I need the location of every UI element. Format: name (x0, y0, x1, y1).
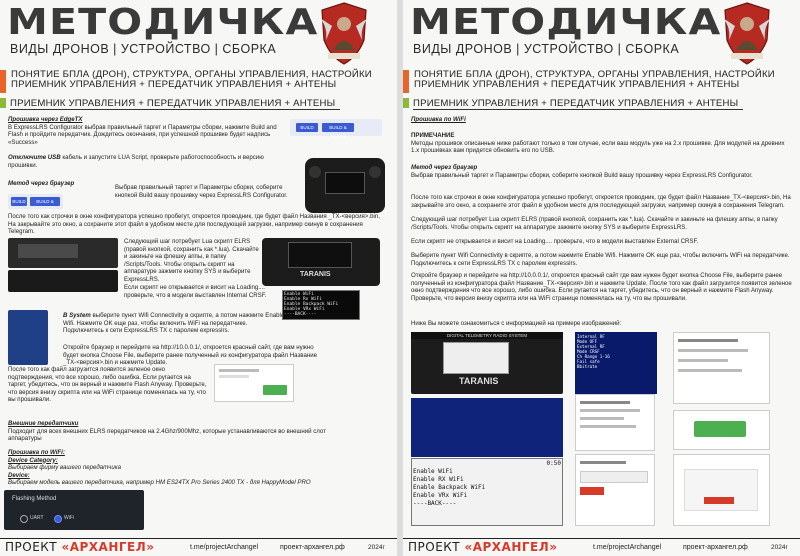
text-block (8, 154, 288, 169)
paragraph-heading: Внешние передатчики (8, 420, 79, 427)
placeholder-line (219, 375, 249, 378)
text-block (8, 420, 348, 443)
flash-anyway-button (704, 497, 734, 504)
file-input (580, 471, 648, 483)
lcd-line: ----BACK---- (413, 500, 457, 507)
dialog-box (684, 469, 758, 511)
flashing-method-title: Flashing Method (12, 496, 57, 502)
text-block (411, 132, 791, 155)
paragraph: После того как файл загрузится появится зеленое окно подтверждения, что все хорошо, либо ошибка. Если ругается на таргет, убедитесь, что он верный и нажмите Flash Anyway. Проверьте, что версия внизу скрипта или на WiFi странице поменялась на ту, что вы прошивали. (8, 366, 207, 404)
text-block (8, 180, 98, 188)
footer-brand (5, 540, 154, 554)
topic-line: ПОНЯТИЕ БПЛА (ДРОН), СТРУКТУРА, ОРГАНЫ УПРАВЛЕНИЯ, НАСТРОЙКИ (414, 69, 775, 80)
field-value: Выбираем модель вашего передатчика, например HM ES24TX Pro Series 2400 TX - для HappyModel PRO (8, 479, 311, 487)
placeholder-line (678, 369, 742, 372)
taranis-radio-photo (411, 332, 563, 394)
page-title: МЕТОДИЧКА (410, 2, 722, 43)
paragraph: Ниже Вы можете ознакомиться с информацией на примере изображений: (411, 320, 622, 327)
text-block (411, 116, 791, 124)
paragraph: Откройте браузер и перейдите на http://10.0.0.1/, откроется красный сайт где вам нужен будет кнопка Choose File, выберите ранее полученный из конфигуратора файл Название_TX-<версия>.bin и нажмите Update. После того как файл загрузится появится зеленое окно подтверждения что все хорошо, либо ошибка. Если ругается на таргет, убедитесь, что он верный и нажмите Flash Anyway. Проверьте, что версия внизу скрипта или на WiFi странице поменялась на ту, что вы прошивали. (411, 272, 792, 302)
brand-name: «АРХАНГЕЛ» (61, 540, 155, 554)
footer-divider (0, 538, 397, 539)
topic-line: ПОНЯТИЕ БПЛА (ДРОН), СТРУКТУРА, ОРГАНЫ УПРАВЛЕНИЯ, НАСТРОЙКИ (11, 69, 372, 80)
page-subtitle: ВИДЫ ДРОНОВ | УСТРОЙСТВО | СБОРКА (413, 42, 680, 56)
paragraph: После того как строчки в окне конфигуратора успешно пробегут, откроется проводник, где будет файл Названия _TX-<версия>.bin, На закрывайте это окно, а сохраните этот файл в удобном месте для последующей загрузки, например скинув в сохранения Telegram. (8, 213, 380, 236)
field-label: Device Category: (8, 456, 58, 464)
success-dialog-screenshot (673, 410, 770, 450)
update-page-screenshot (575, 454, 655, 526)
footer-brand (408, 540, 557, 554)
website-link[interactable]: проект-архангел.рф (683, 544, 748, 551)
archangel-emblem-logo (318, 0, 370, 66)
brand-name: «АРХАНГЕЛ» (464, 540, 558, 554)
topics-list (11, 70, 372, 90)
brand-prefix: ПРОЕКТ (408, 540, 461, 554)
placeholder-line (678, 349, 748, 352)
menu-line: Fail safe (577, 359, 600, 364)
topic-line: ПРИЕМНИК УПРАВЛЕНИЯ + ПЕРЕДАТЧИК УПРАВЛЕНИЯ + АНТЕНЫ (414, 79, 740, 90)
flashing-method-panel (4, 490, 144, 530)
page-header (403, 0, 800, 62)
lcd-line: Enable RX WiFi (413, 476, 464, 483)
page-left (0, 0, 397, 556)
radio-controller-photo (305, 158, 385, 213)
paragraph: Подходит для всех внешних ELRS передатчиков на 2.4Ghz/900Mhz, которые устанавливаются во внешний слот аппаратуры (8, 427, 326, 443)
section-heading: ПРИЕМНИК УПРАВЛЕНИЯ + ПЕРЕДАТЧИК УПРАВЛЕНИЯ + АНТЕНЫ (10, 98, 340, 110)
section-accent-bar (0, 98, 6, 108)
lcd-line: Enable VRx WiFi (413, 492, 468, 499)
taranis-label: TARANIS (300, 271, 331, 278)
lcd-line: Enable Backpack WiFi (284, 302, 339, 307)
archangel-emblem-logo (721, 0, 773, 66)
configurator-buttons-screenshot (8, 194, 63, 213)
lcd-line: Enable Backpack WiFi (413, 484, 486, 491)
section-heading: ПРИЕМНИК УПРАВЛЕНИЯ + ПЕРЕДАТЧИК УПРАВЛЕНИЯ + АНТЕНЫ (413, 98, 743, 110)
placeholder-line (580, 425, 636, 428)
paragraph-heading: Прошивка по WiFi (411, 116, 466, 123)
website-link[interactable]: проект-архангел.рф (280, 544, 345, 551)
field-value: Выбираем фирму вашего передатчика (8, 464, 121, 472)
lcd-line: Enable Rx WiFi (284, 297, 322, 302)
paragraph: Методы прошивок описанные ниже работают только в том случае, если ваш модуль уже на 2.x прошивке. Для модулей на древних 1.x прошивках вам придется обновить его по USB. (411, 139, 785, 155)
paragraph: Выберите пункт Wifi Connectivity в скрипте, а потом нажмите Enable Wifi. Нажмите OK еще раз, чтобы включить WiFi на передатчике. Подключитесь к сети ExpressLRS TX с паролем expresslrs. (411, 252, 790, 267)
paragraph: Выбрав правильный таргет и Параметры сборки, соберите кнопкой Build вашу прошивку через ExpressLRS Configurator. (115, 184, 288, 199)
model-setup-screenshot (575, 332, 657, 394)
placeholder-line (580, 401, 630, 404)
paragraph-heading: Метод через браузер (411, 164, 478, 171)
lcd-wifi-menu (282, 290, 360, 320)
menu-line: Internal RF (577, 334, 605, 339)
configurator-buttons-screenshot (290, 119, 382, 139)
build-flash-button: BUILD & FLASH (30, 197, 60, 206)
update-button (580, 487, 604, 495)
footer-divider (403, 538, 800, 539)
success-badge (263, 385, 287, 395)
paragraph-heading: ПРИМЕЧАНИЕ (411, 132, 455, 139)
taranis-radio-photo (262, 238, 380, 286)
lua-script-screenshot (411, 398, 563, 457)
section-accent-bar (403, 98, 409, 108)
menu-line: Mode CRSF (577, 349, 600, 354)
text-block (8, 449, 368, 487)
radio-wifi[interactable] (54, 515, 62, 523)
paragraph: Если скрипт не открывается и висит на Loading.... проверьте, что в модели выставлен Internal CRSF. (124, 284, 267, 299)
build-flash-button: BUILD & FLASH (322, 123, 354, 132)
telegram-link[interactable]: t.me/projectArchangel (593, 544, 662, 551)
radio-brand-strip: DIGITAL TELEMETRY RADIO SYSTEM (411, 332, 563, 339)
topics-accent-bar (403, 70, 409, 93)
telegram-link[interactable]: t.me/projectArchangel (190, 544, 259, 551)
brand-prefix: ПРОЕКТ (5, 540, 58, 554)
lcd-line: Enable VRx WiFi (284, 307, 325, 312)
page-title: МЕТОДИЧКА (7, 2, 319, 43)
topic-line: ПРИЕМНИК УПРАВЛЕНИЯ + ПЕРЕДАТЧИК УПРАВЛЕНИЯ + АНТЕНЫ (11, 79, 337, 90)
text-block (411, 164, 791, 179)
wifi-network-list-screenshot (673, 332, 770, 404)
paragraph-heading: Прошивка по WiFi: (8, 449, 65, 456)
menu-line: External RF (577, 344, 605, 349)
paragraph-heading: Прошивка через EdgeTX (8, 116, 83, 123)
footer-year: 2024г (771, 544, 788, 551)
placeholder-line (580, 409, 640, 412)
paragraph: кабель и запустите LUA Script, проверьте работоспособность и версию прошивки. (8, 154, 264, 169)
paragraph: Если скрипт не открывается и висит на Loading.... проверьте, что в модели выставлен External CRSF. (411, 238, 699, 245)
lcd-line: Enable WiFi (413, 468, 453, 475)
paragraph: выберите пункт Wifi Connectivity в скрипте, а потом нажмите Enable Wifi. Нажмите OK еще раз, чтобы включить WiFi на передатчике. Подключитесь к сети ExpressLRS TX с паролем expresslrs. (63, 312, 285, 335)
radio-wifi-label: WiFi (64, 515, 74, 521)
field-label: Device: (8, 471, 30, 479)
placeholder-line (678, 339, 738, 342)
radio-screen (325, 172, 365, 194)
gimbal-stick (369, 166, 381, 178)
paragraph: После того как строчки в окне конфигуратора успешно пробегут, откроется проводник, где будет файл Название_TX-<версия>.bin, На закрывайте это окно, а сохраните этот файл в удобном месте для последующей загрузки, например скинув в сохранения Telegram. (411, 194, 791, 209)
paragraph: Выбрав правильный таргет и Параметры сборки, соберите кнопкой Build вашу прошивку через ExpressLRS Configurator. (411, 171, 753, 179)
wifi-settings-screenshot (575, 394, 655, 451)
placeholder-line (580, 417, 624, 420)
update-page-screenshot (214, 364, 294, 402)
radio-screen (443, 342, 509, 374)
menu-line: Mode OFF (577, 339, 598, 344)
script-screenshot (8, 310, 48, 365)
radio-panel (18, 244, 78, 258)
paragraph: Следующий шаг потребует Lua скрипт ELRS (правой кнопкой, сохранить как *.lua). Скачайте и закиньте на флешку аппы, в папку /Scripts/Tools. Чтобы открыть скрипт на аппаратуре зажмите кнопку SYS и выберите ExpressLRS. (411, 216, 778, 231)
radio-controller-photo (8, 270, 118, 292)
taranis-label: TARANIS (459, 376, 499, 386)
radio-uart-label: UART (30, 515, 44, 521)
paragraph: В ExpressLRS Configurator выбрав правильный таргет и Параметры сборки, нажмите Build and Flash и пройдите передатчик. Дождитесь окончания, при успешной прошивке будет надпись «Success» (8, 123, 277, 146)
placeholder-line (219, 369, 259, 372)
lcd-wifi-menu (411, 458, 563, 526)
radio-controller-photo (8, 238, 118, 268)
text-block (8, 116, 278, 146)
build-button: BUILD (296, 123, 318, 132)
paragraph-heading: Метод через браузер (8, 180, 75, 187)
paragraph: Откройте браузер и перейдите на http://10.0.0.1/, откроется красный сайт, где вам нужно будет кнопка Choose File, выберите ранее полученный из конфигуратора файл Название _TX-<версия>.bin и нажмите Update. (63, 344, 318, 367)
radio-screen (288, 242, 352, 268)
paragraph-heading: Отключите USB (8, 154, 61, 161)
placeholder-line (580, 461, 626, 464)
footer-year: 2024г (368, 544, 385, 551)
paragraph-lead: В System (63, 312, 91, 319)
topics-list (414, 70, 775, 90)
text-block (63, 312, 289, 335)
page-subtitle: ВИДЫ ДРОНОВ | УСТРОЙСТВО | СБОРКА (10, 42, 277, 56)
page-right (403, 0, 800, 556)
paragraph: Следующий шаг потребует Lua скрипт ELRS (правой кнопкой, сохранить как *.lua). Скачайте и закиньте на флешку аппы, в папку /Scripts/Tools. Чтобы открыть скрипт на аппаратуре зажмите кнопку SYS и выберите ExpressLRS. (124, 238, 259, 283)
lcd-line: Enable WiFi (284, 292, 314, 297)
lcd-time: 0:50 (546, 460, 561, 467)
gimbal-stick (309, 166, 321, 178)
build-button: BUILD (12, 199, 26, 204)
menu-line: Ch Range 1-16 (577, 354, 610, 359)
placeholder-line (678, 359, 728, 362)
success-badge (694, 421, 746, 437)
lcd-line: ----BACK---- (284, 312, 317, 317)
menu-line: Bbitrate (577, 364, 598, 369)
page-header (0, 0, 397, 62)
radio-uart[interactable] (20, 515, 28, 523)
error-dialog-screenshot (673, 454, 770, 526)
topics-accent-bar (0, 70, 6, 93)
